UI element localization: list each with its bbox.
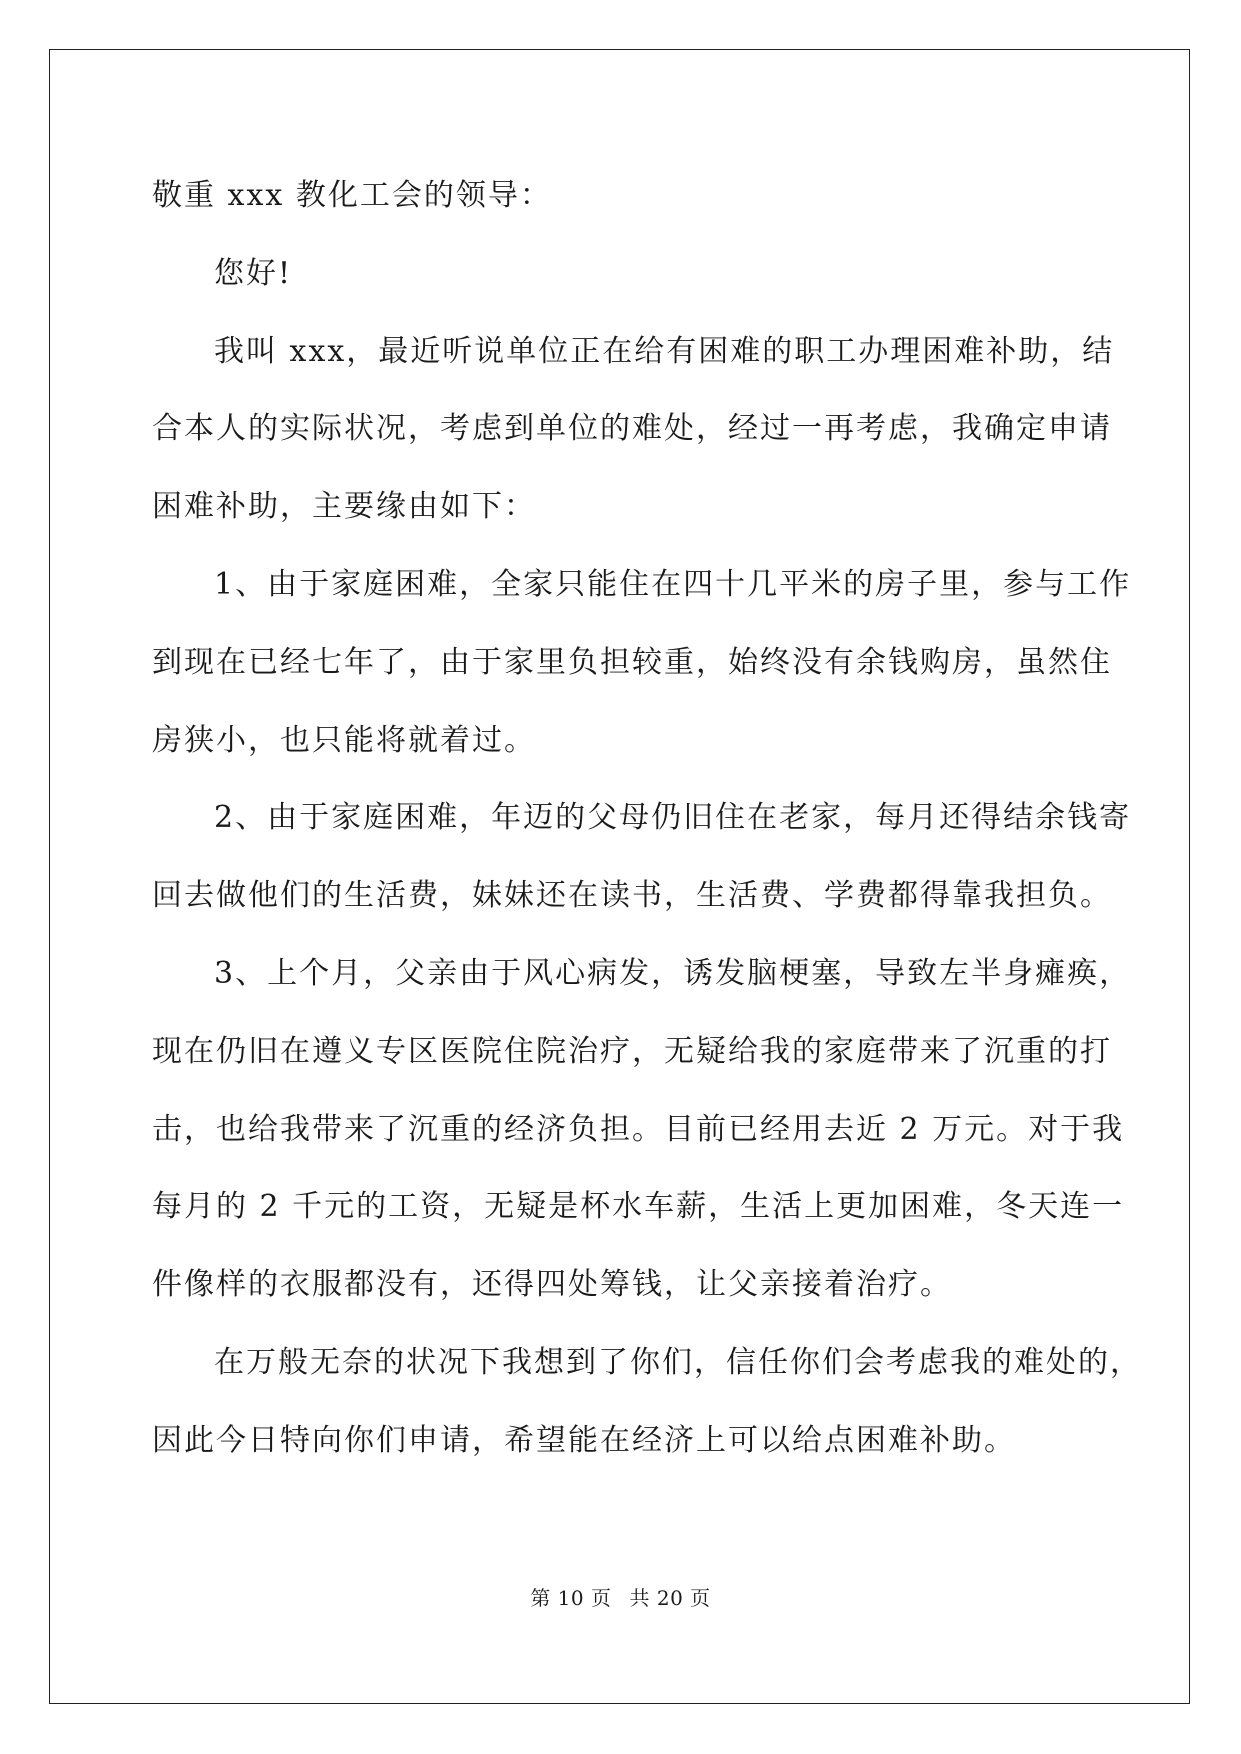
page-total: 共 20 页 <box>629 1586 711 1610</box>
paragraph-line: 因此今日特向你们申请，希望能在经济上可以给点困难补助。 <box>152 1422 1016 1458</box>
paragraph-line: 现在仍旧在遵义专区医院住院治疗，无疑给我的家庭带来了沉重的打 <box>152 1033 1112 1069</box>
paragraph-line: 2、由于家庭困难，年迈的父母仍旧住在老家，每月还得结余钱寄 <box>214 800 1132 836</box>
paragraph-line: 击，也给我带来了沉重的经济负担。目前已经用去近 2 万元。对于我 <box>152 1111 1125 1147</box>
paragraph-line: 回去做他们的生活费，妹妹还在读书，生活费、学费都得靠我担负。 <box>152 878 1112 914</box>
paragraph-line: 到现在已经七年了，由于家里负担较重，始终没有余钱购房，虽然住 <box>152 644 1112 680</box>
paragraph-line: 3、上个月，父亲由于风心病发，诱发脑梗塞，导致左半身瘫痪， <box>214 955 1132 991</box>
greeting: 您好! <box>214 255 293 291</box>
paragraph-line: 房狭小，也只能将就着过。 <box>152 722 536 758</box>
paragraph-line: 1、由于家庭困难，全家只能住在四十几平米的房子里，参与工作 <box>214 566 1132 602</box>
salutation: 敬重 xxx 教化工会的领导： <box>152 178 552 213</box>
letter-body <box>152 157 1142 1480</box>
paragraph-line: 件像样的衣服都没有，还得四处筹钱，让父亲接着治疗。 <box>152 1267 952 1303</box>
paragraph-line: 困难补助，主要缘由如下： <box>152 489 536 525</box>
page-footer <box>0 1582 1241 1611</box>
page-number: 第 10 页 <box>530 1586 612 1610</box>
paragraph-line: 在万般无奈的状况下我想到了你们，信任你们会考虑我的难处的， <box>214 1344 1142 1380</box>
paragraph-line: 每月的 2 千元的工资，无疑是杯水车薪，生活上更加困难，冬天连一 <box>152 1189 1125 1225</box>
paragraph-line: 我叫 xxx，最近听说单位正在给有困难的职工办理困难补助，结 <box>214 333 1115 369</box>
paragraph-line: 合本人的实际状况，考虑到单位的难处，经过一再考虑，我确定申请 <box>152 411 1112 447</box>
